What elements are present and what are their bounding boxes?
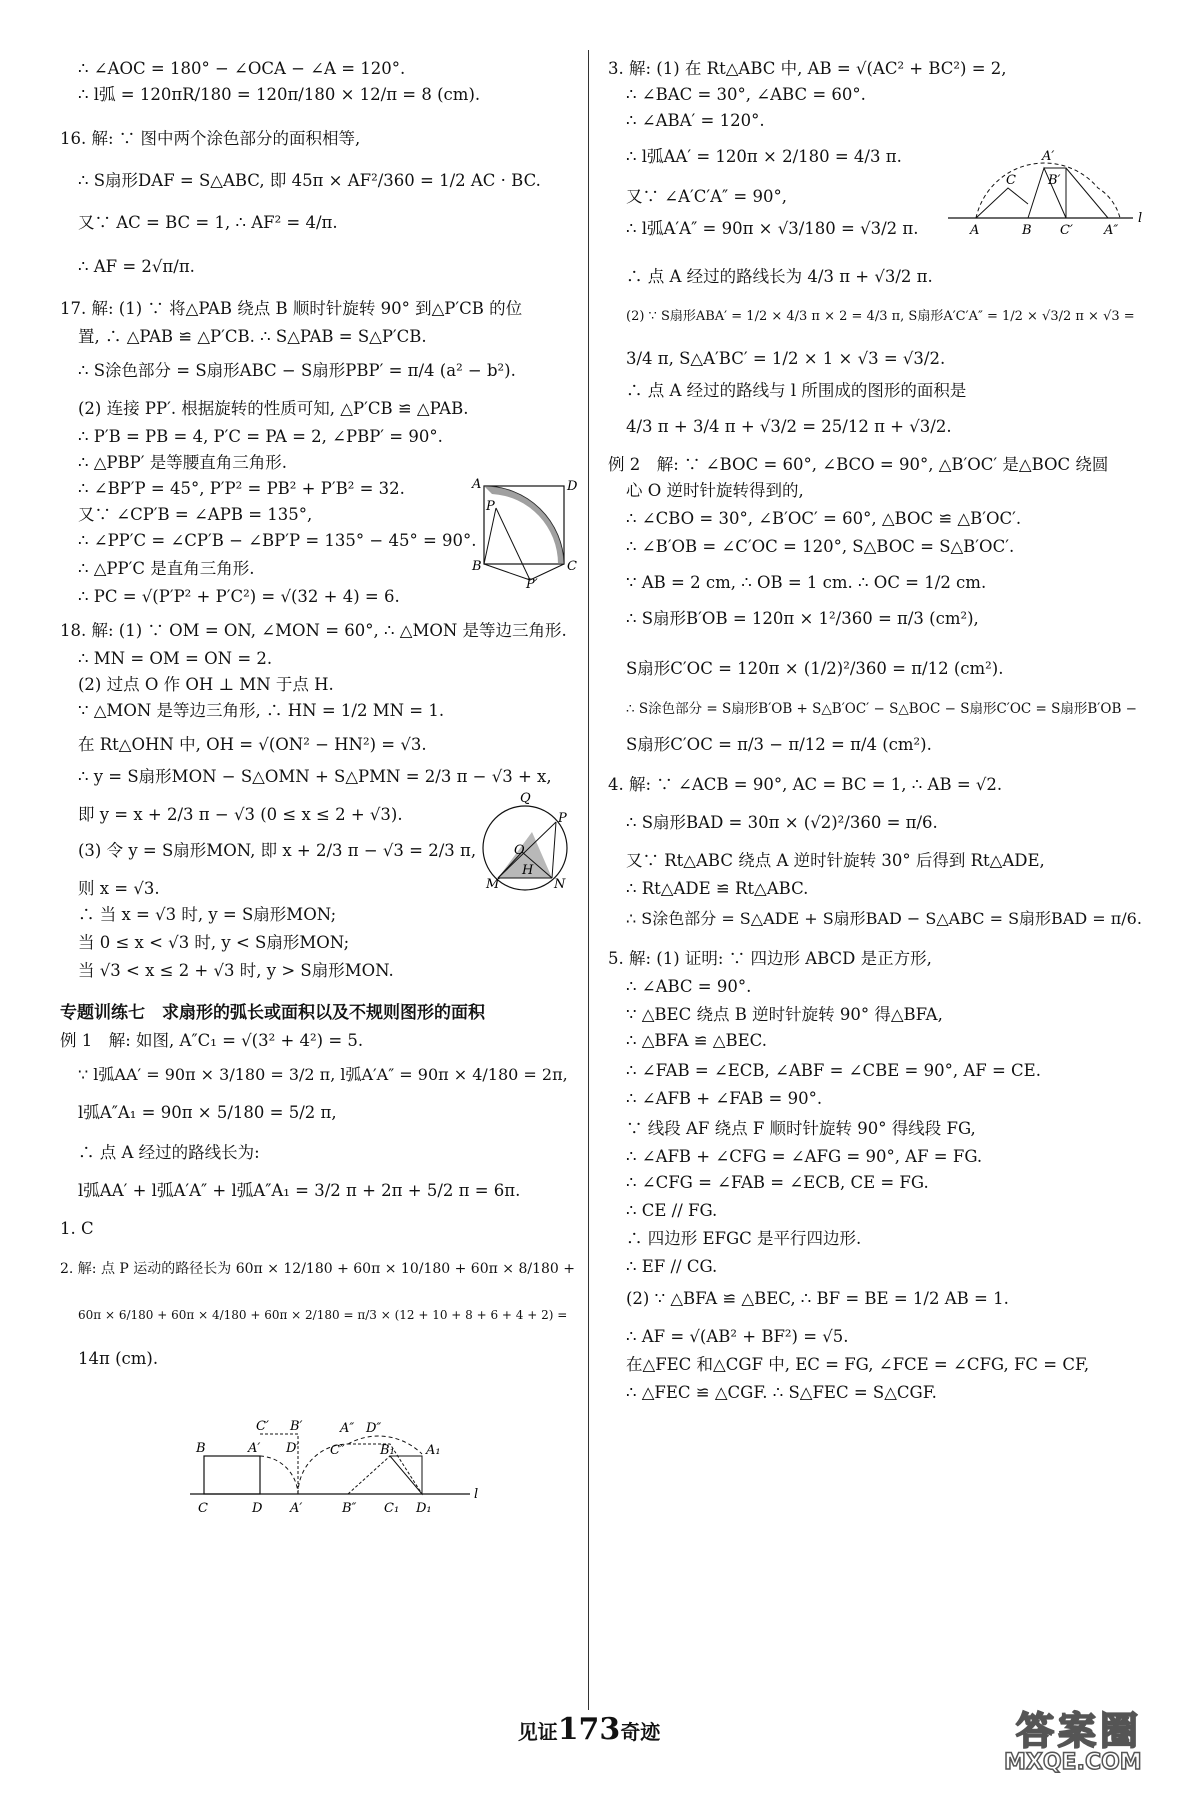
figEx1-label: D′ [286,1441,300,1456]
footer-right-text: 奇迹 [620,1720,661,1744]
page-number: 173 [557,1712,621,1747]
right-line: ∴ S扇形BAD = 30π × (√2)²/360 = π/6. [626,813,938,832]
fig18-label: Q [520,792,531,806]
figure-3 [948,148,1148,238]
figEx1-label: l [474,1487,479,1502]
right-line: ∴ ∠CBO = 30°, ∠B′OC′ = 60°, △BOC ≌ △B′OC′. [626,509,1022,528]
figEx1-label: C [198,1501,208,1516]
left-line: ∴ S扇形DAF = S△ABC, 即 45π × AF²/360 = 1/2 AC · BC. [78,171,541,190]
left-line: l弧A″A₁ = 90π × 5/180 = 5/2 π, [78,1103,337,1122]
left-line: 又∵ AC = BC = 1, ∴ AF² = 4/π. [78,213,338,232]
section-heading: 专题训练七 求扇形的弧长或面积以及不规则图形的面积 [60,1003,485,1023]
left-line: (2) 连接 PP′. 根据旋转的性质可知, △P′CB ≌ △PAB. [78,399,469,418]
figEx1-label: B [196,1441,206,1456]
right-line: (2) ∵ S扇形ABA′ = 1/2 × 4/3 π × 2 = 4/3 π, S扇形A′C′A″ = 1/2 × √3/2 π × √3 = [626,309,1135,324]
right-line: ∴ Rt△ADE ≌ Rt△ABC. [626,879,809,898]
left-line: 当 √3 < x ≤ 2 + √3 时, y > S扇形MON. [78,961,394,980]
left-line: ∴ 点 A 经过的路线长为: [78,1143,260,1162]
right-line: 又∵ Rt△ABC 绕点 A 逆时针旋转 30° 后得到 Rt△ADE, [626,851,1045,870]
left-line: (3) 令 y = S扇形MON, 即 x + 2/3 π − √3 = 2/3 π, [78,841,477,860]
fig18-label: N [554,877,566,892]
left-line: ∴ △PBP′ 是等腰直角三角形. [78,453,287,472]
left-line: (2) 过点 O 作 OH ⊥ MN 于点 H. [78,675,334,694]
right-line: ∴ 点 A 经过的路线与 l 所围成的图形的面积是 [626,381,967,400]
left-line: ∴ MN = OM = ON = 2. [78,649,273,668]
right-line: 4/3 π + 3/4 π + √3/2 = 25/12 π + √3/2. [626,417,952,436]
right-line: 在△FEC 和△CGF 中, EC = FG, ∠FCE = ∠CFG, FC = CF, [626,1355,1090,1374]
right-line: (2) ∵ △BFA ≌ △BEC, ∴ BF = BE = 1/2 AB = 1. [626,1289,1009,1308]
right-line: 又∵ ∠A′C′A″ = 90°, [626,187,787,206]
right-line: ∴ l弧AA′ = 120π × 2/180 = 4/3 π. [626,147,902,166]
figEx1-label: A₁ [426,1443,441,1458]
left-line: ∴ ∠BP′P = 45°, P′P² = PB² + P′B² = 32. [78,479,405,498]
left-line: 18. 解: (1) ∵ OM = ON, ∠MON = 60°, ∴ △MON 是等边三角形. [60,621,567,640]
fig3-label: C′ [1060,223,1073,238]
right-line: ∴ △BFA ≌ △BEC. [626,1031,767,1050]
right-line: ∴ ∠ABC = 90°. [626,977,752,996]
figEx1-label: D₁ [416,1501,432,1516]
right-line: 例 2 解: ∵ ∠BOC = 60°, ∠BCO = 90°, △B′OC′ 是△BOC 绕圆 [608,455,1109,474]
fig3-label: B [1022,223,1032,238]
right-line: 3/4 π, S△A′BC′ = 1/2 × 1 × √3 = √3/2. [626,349,946,368]
left-line: 60π × 6/180 + 60π × 4/180 + 60π × 2/180 = π/3 × (12 + 10 + 8 + 6 + 4 + 2) = [78,1308,568,1322]
figEx1-label: B″ [342,1501,357,1516]
left-line: ∴ ∠AOC = 180° − ∠OCA − ∠A = 120°. [78,59,406,78]
figure-example-1 [190,1420,490,1520]
right-line: ∴ EF // CG. [626,1257,718,1276]
right-line: 3. 解: (1) 在 Rt△ABC 中, AB = √(AC² + BC²) = 2, [608,59,1007,78]
right-line: 4. 解: ∵ ∠ACB = 90°, AC = BC = 1, ∴ AB = √2. [608,775,1003,794]
left-line: 16. 解: ∵ 图中两个涂色部分的面积相等, [60,129,361,148]
fig17-label: D [567,479,578,494]
figEx1-label: A′ [248,1441,261,1456]
right-line: 5. 解: (1) 证明: ∵ 四边形 ABCD 是正方形, [608,949,932,968]
left-line: 14π (cm). [78,1349,159,1368]
right-line: 心 O 逆时针旋转得到的, [626,481,804,500]
left-line: ∵ △MON 是等边三角形, ∴ HN = 1/2 MN = 1. [78,701,445,720]
figEx1-label: D [252,1501,263,1516]
fig3-label: C [1006,173,1016,188]
right-line: ∴ S涂色部分 = S扇形B′OB + S△B′OC′ − S△BOC − S扇形C′OC = S扇形B′OB − [626,701,1137,717]
right-line: ∴ ∠AFB + ∠CFG = ∠AFG = 90°, AF = FG. [626,1147,983,1166]
fig3-label: A′ [1042,149,1055,164]
fig3-label: B′ [1048,173,1061,188]
left-line: ∴ PC = √(P′P² + P′C²) = √(32 + 4) = 6. [78,587,400,606]
fig17-label: P [486,499,495,514]
figEx1-label: C′ [256,1420,269,1434]
left-line: ∵ l弧AA′ = 90π × 3/180 = 3/2 π, l弧A′A″ = 90π × 4/180 = 2π, [78,1065,568,1084]
left-line: 又∵ ∠CP′B = ∠APB = 135°, [78,505,313,524]
fig17-label: B [472,559,482,574]
left-line: ∴ y = S扇形MON − S△OMN + S△PMN = 2/3 π − √3 + x, [78,767,552,786]
left-line: 例 1 解: 如图, A″C₁ = √(3² + 4²) = 5. [60,1031,364,1050]
right-line: S扇形C′OC = 120π × (1/2)²/360 = π/12 (cm²). [626,659,1004,678]
right-line: ∴ 点 A 经过的路线长为 4/3 π + √3/2 π. [626,267,933,286]
left-line: 则 x = √3. [78,879,160,898]
left-line: 17. 解: (1) ∵ 将△PAB 绕点 B 顺时针旋转 90° 到△P′CB 的位 [60,299,523,318]
left-line: 1. C [60,1219,94,1238]
right-line: ∴ CE // FG. [626,1201,718,1220]
fig18-label: O [514,843,525,858]
left-line: ∴ 当 x = √3 时, y = S扇形MON; [78,905,337,924]
right-line: ∵ △BEC 绕点 B 逆时针旋转 90° 得△BFA, [626,1005,943,1024]
right-line: ∴ S扇形B′OB = 120π × 1²/360 = π/3 (cm²), [626,609,979,628]
left-line: 当 0 ≤ x < √3 时, y < S扇形MON; [78,933,350,952]
right-line: ∴ ∠CFG = ∠FAB = ∠ECB, CE = FG. [626,1173,929,1192]
watermark-line1: 答案圈 [1016,1709,1143,1753]
right-line: ∴ ∠FAB = ∠ECB, ∠ABF = ∠CBE = 90°, AF = CE. [626,1061,1041,1080]
fig17-label: C [567,559,577,574]
figure-18 [470,792,580,902]
right-line: ∵ AB = 2 cm, ∴ OB = 1 cm. ∴ OC = 1/2 cm. [626,573,987,592]
left-line: ∴ S涂色部分 = S扇形ABC − S扇形PBP′ = π/4 (a² − b²). [78,361,516,380]
right-line: ∴ l弧A′A″ = 90π × √3/180 = √3/2 π. [626,219,919,238]
right-line: ∴ ∠B′OB = ∠C′OC = 120°, S△BOC = S△B′OC′. [626,537,1015,556]
right-line: S扇形C′OC = π/3 − π/12 = π/4 (cm²). [626,735,932,754]
figure-17 [470,478,580,588]
figEx1-label: A″ [340,1421,355,1436]
right-line: ∴ S涂色部分 = S△ADE + S扇形BAD − S△ABC = S扇形BAD = π/6. [626,909,1142,928]
right-line: ∴ ∠AFB + ∠FAB = 90°. [626,1089,823,1108]
watermark-line2: MXQE.COM [1004,1750,1142,1775]
fig17-label: P′ [526,577,538,588]
fig3-label: l [1138,211,1143,226]
figEx1-label: D″ [366,1421,382,1436]
right-line: ∴ △FEC ≌ △CGF. ∴ S△FEC = S△CGF. [626,1383,937,1402]
footer-left-text: 见证 [517,1720,558,1744]
right-line: ∴ ∠BAC = 30°, ∠ABC = 60°. [626,85,866,104]
left-line: 置, ∴ △PAB ≌ △P′CB. ∴ S△PAB = S△P′CB. [78,327,427,346]
left-line: ∴ P′B = PB = 4, P′C = PA = 2, ∠PBP′ = 90°. [78,427,443,446]
left-line: ∴ △PP′C 是直角三角形. [78,559,255,578]
column-divider [588,50,589,1710]
figEx1-label: C″ [330,1443,345,1458]
left-line: 2. 解: 点 P 运动的路径长为 60π × 12/180 + 60π × 10/180 + 60π × 8/180 + [60,1261,575,1277]
left-line: ∴ ∠PP′C = ∠CP′B − ∠BP′P = 135° − 45° = 90°. [78,531,477,550]
left-line: ∴ l弧 = 120πR/180 = 120π/180 × 12/π = 8 (cm). [78,85,481,104]
left-line: 在 Rt△OHN 中, OH = √(ON² − HN²) = √3. [78,735,427,754]
left-line: ∴ AF = 2√π/π. [78,257,195,276]
fig18-label: H [522,863,534,878]
fig3-label: A [970,223,980,238]
watermark-logo [996,1698,1164,1786]
right-line: ∵ 线段 AF 绕点 F 顺时针旋转 90° 得线段 FG, [626,1119,976,1138]
fig17-label: A [472,478,482,492]
left-line: l弧AA′ + l弧A′A″ + l弧A″A₁ = 3/2 π + 2π + 5/2 π = 6π. [78,1181,521,1200]
figEx1-label: B₁ [380,1443,395,1458]
right-line: ∴ 四边形 EFGC 是平行四边形. [626,1229,862,1248]
left-line: 即 y = x + 2/3 π − √3 (0 ≤ x ≤ 2 + √3). [78,805,403,824]
fig3-label: A″ [1104,223,1119,238]
figEx1-label: B′ [290,1420,303,1434]
right-line: ∴ ∠ABA′ = 120°. [626,111,765,130]
figEx1-label: A′ [290,1501,303,1516]
figEx1-label: C₁ [384,1501,400,1516]
fig18-label: P [558,811,567,826]
fig18-label: M [486,877,500,892]
right-line: ∴ AF = √(AB² + BF²) = √5. [626,1327,849,1346]
